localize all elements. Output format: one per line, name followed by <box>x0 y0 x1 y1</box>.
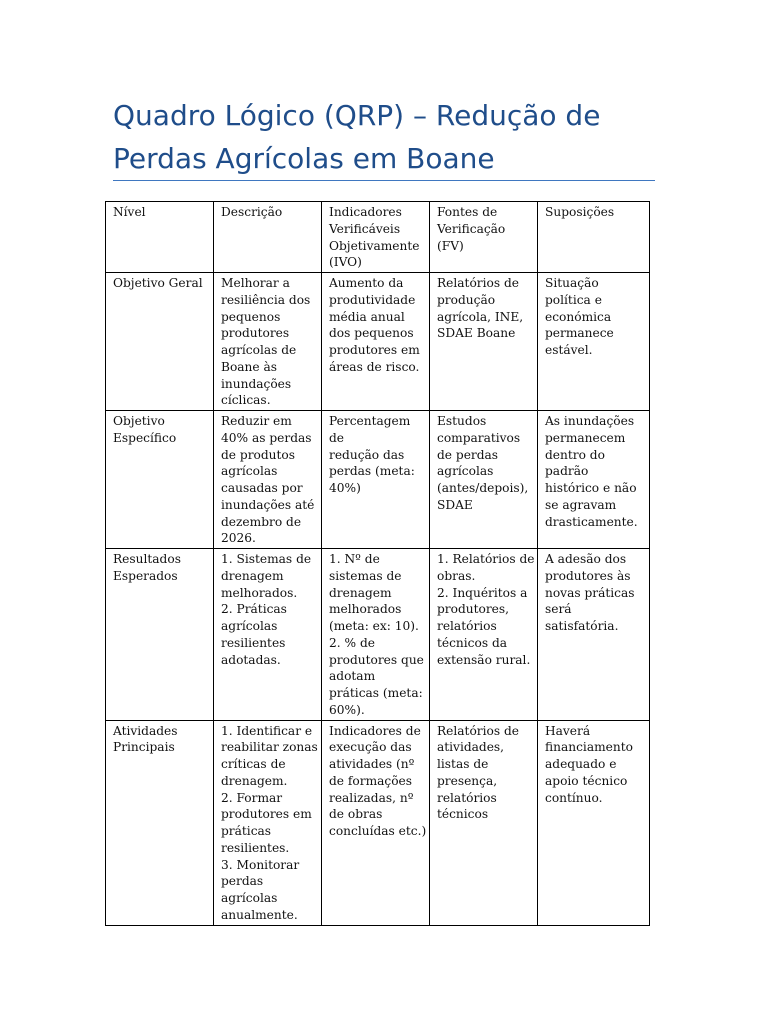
logical-framework-table <box>105 201 650 926</box>
cell-fv: Estudos comparativos de perdas agrícolas (antes/depois), SDAE <box>430 411 538 549</box>
cell-nivel: Resultados Esperados <box>106 549 214 721</box>
table-row-objetivo-especifico <box>106 411 650 549</box>
table-row-atividades-principais <box>106 720 650 925</box>
cell-suposicoes: A adesão dos produtores às novas práticas será satisfatória. <box>538 549 650 721</box>
header-cell-descricao: Descrição <box>214 202 322 273</box>
cell-fv: Relatórios de produção agrícola, INE, SDAE Boane <box>430 273 538 411</box>
title-underline <box>113 180 655 181</box>
cell-descricao: Melhorar a resiliência dos pequenos produtores agrícolas de Boane às inundações cíclicas. <box>214 273 322 411</box>
table-row-objetivo-geral <box>106 273 650 411</box>
cell-descricao: 1. Sistemas de drenagem melhorados. 2. Práticas agrícolas resilientes adotadas. <box>214 549 322 721</box>
cell-suposicoes: Haverá financiamento adequado e apoio técnico contínuo. <box>538 720 650 925</box>
header-cell-nivel: Nível <box>106 202 214 273</box>
header-cell-fv: Fontes de Verificação (FV) <box>430 202 538 273</box>
table-row-resultados-esperados <box>106 549 650 721</box>
cell-ivo: Indicadores de execução das atividades (nº de formações realizadas, nº de obras concluídas etc.) <box>322 720 430 925</box>
document-title: Quadro Lógico (QRP) – Redução de Perdas Agrícolas em Boane <box>113 99 601 175</box>
cell-suposicoes: Situação política e económica permanece estável. <box>538 273 650 411</box>
cell-suposicoes: As inundações permanecem dentro do padrão histórico e não se agravam drasticamente. <box>538 411 650 549</box>
cell-nivel: Objetivo Geral <box>106 273 214 411</box>
cell-descricao: Reduzir em 40% as perdas de produtos agrícolas causadas por inundações até dezembro de 2026. <box>214 411 322 549</box>
cell-nivel: Objetivo Específico <box>106 411 214 549</box>
table-header-row <box>106 202 650 273</box>
cell-ivo: 1. Nº de sistemas de drenagem melhorados (meta: ex: 10). 2. % de produtores que adotam práticas (meta: 60%). <box>322 549 430 721</box>
header-cell-suposicoes: Suposições <box>538 202 650 273</box>
cell-ivo: Aumento da produtividade média anual dos pequenos produtores em áreas de risco. <box>322 273 430 411</box>
cell-fv: Relatórios de atividades, listas de presença, relatórios técnicos <box>430 720 538 925</box>
cell-nivel: Atividades Principais <box>106 720 214 925</box>
header-cell-ivo: Indicadores Verificáveis Objetivamente (IVO) <box>322 202 430 273</box>
cell-descricao: 1. Identificar e reabilitar zonas críticas de drenagem. 2. Formar produtores em práticas resilientes. 3. Monitorar perdas agrícolas anualmente. <box>214 720 322 925</box>
cell-fv: 1. Relatórios de obras. 2. Inquéritos a produtores, relatórios técnicos da extensão rural. <box>430 549 538 721</box>
cell-ivo: Percentagem de redução das perdas (meta: 40%) <box>322 411 430 549</box>
